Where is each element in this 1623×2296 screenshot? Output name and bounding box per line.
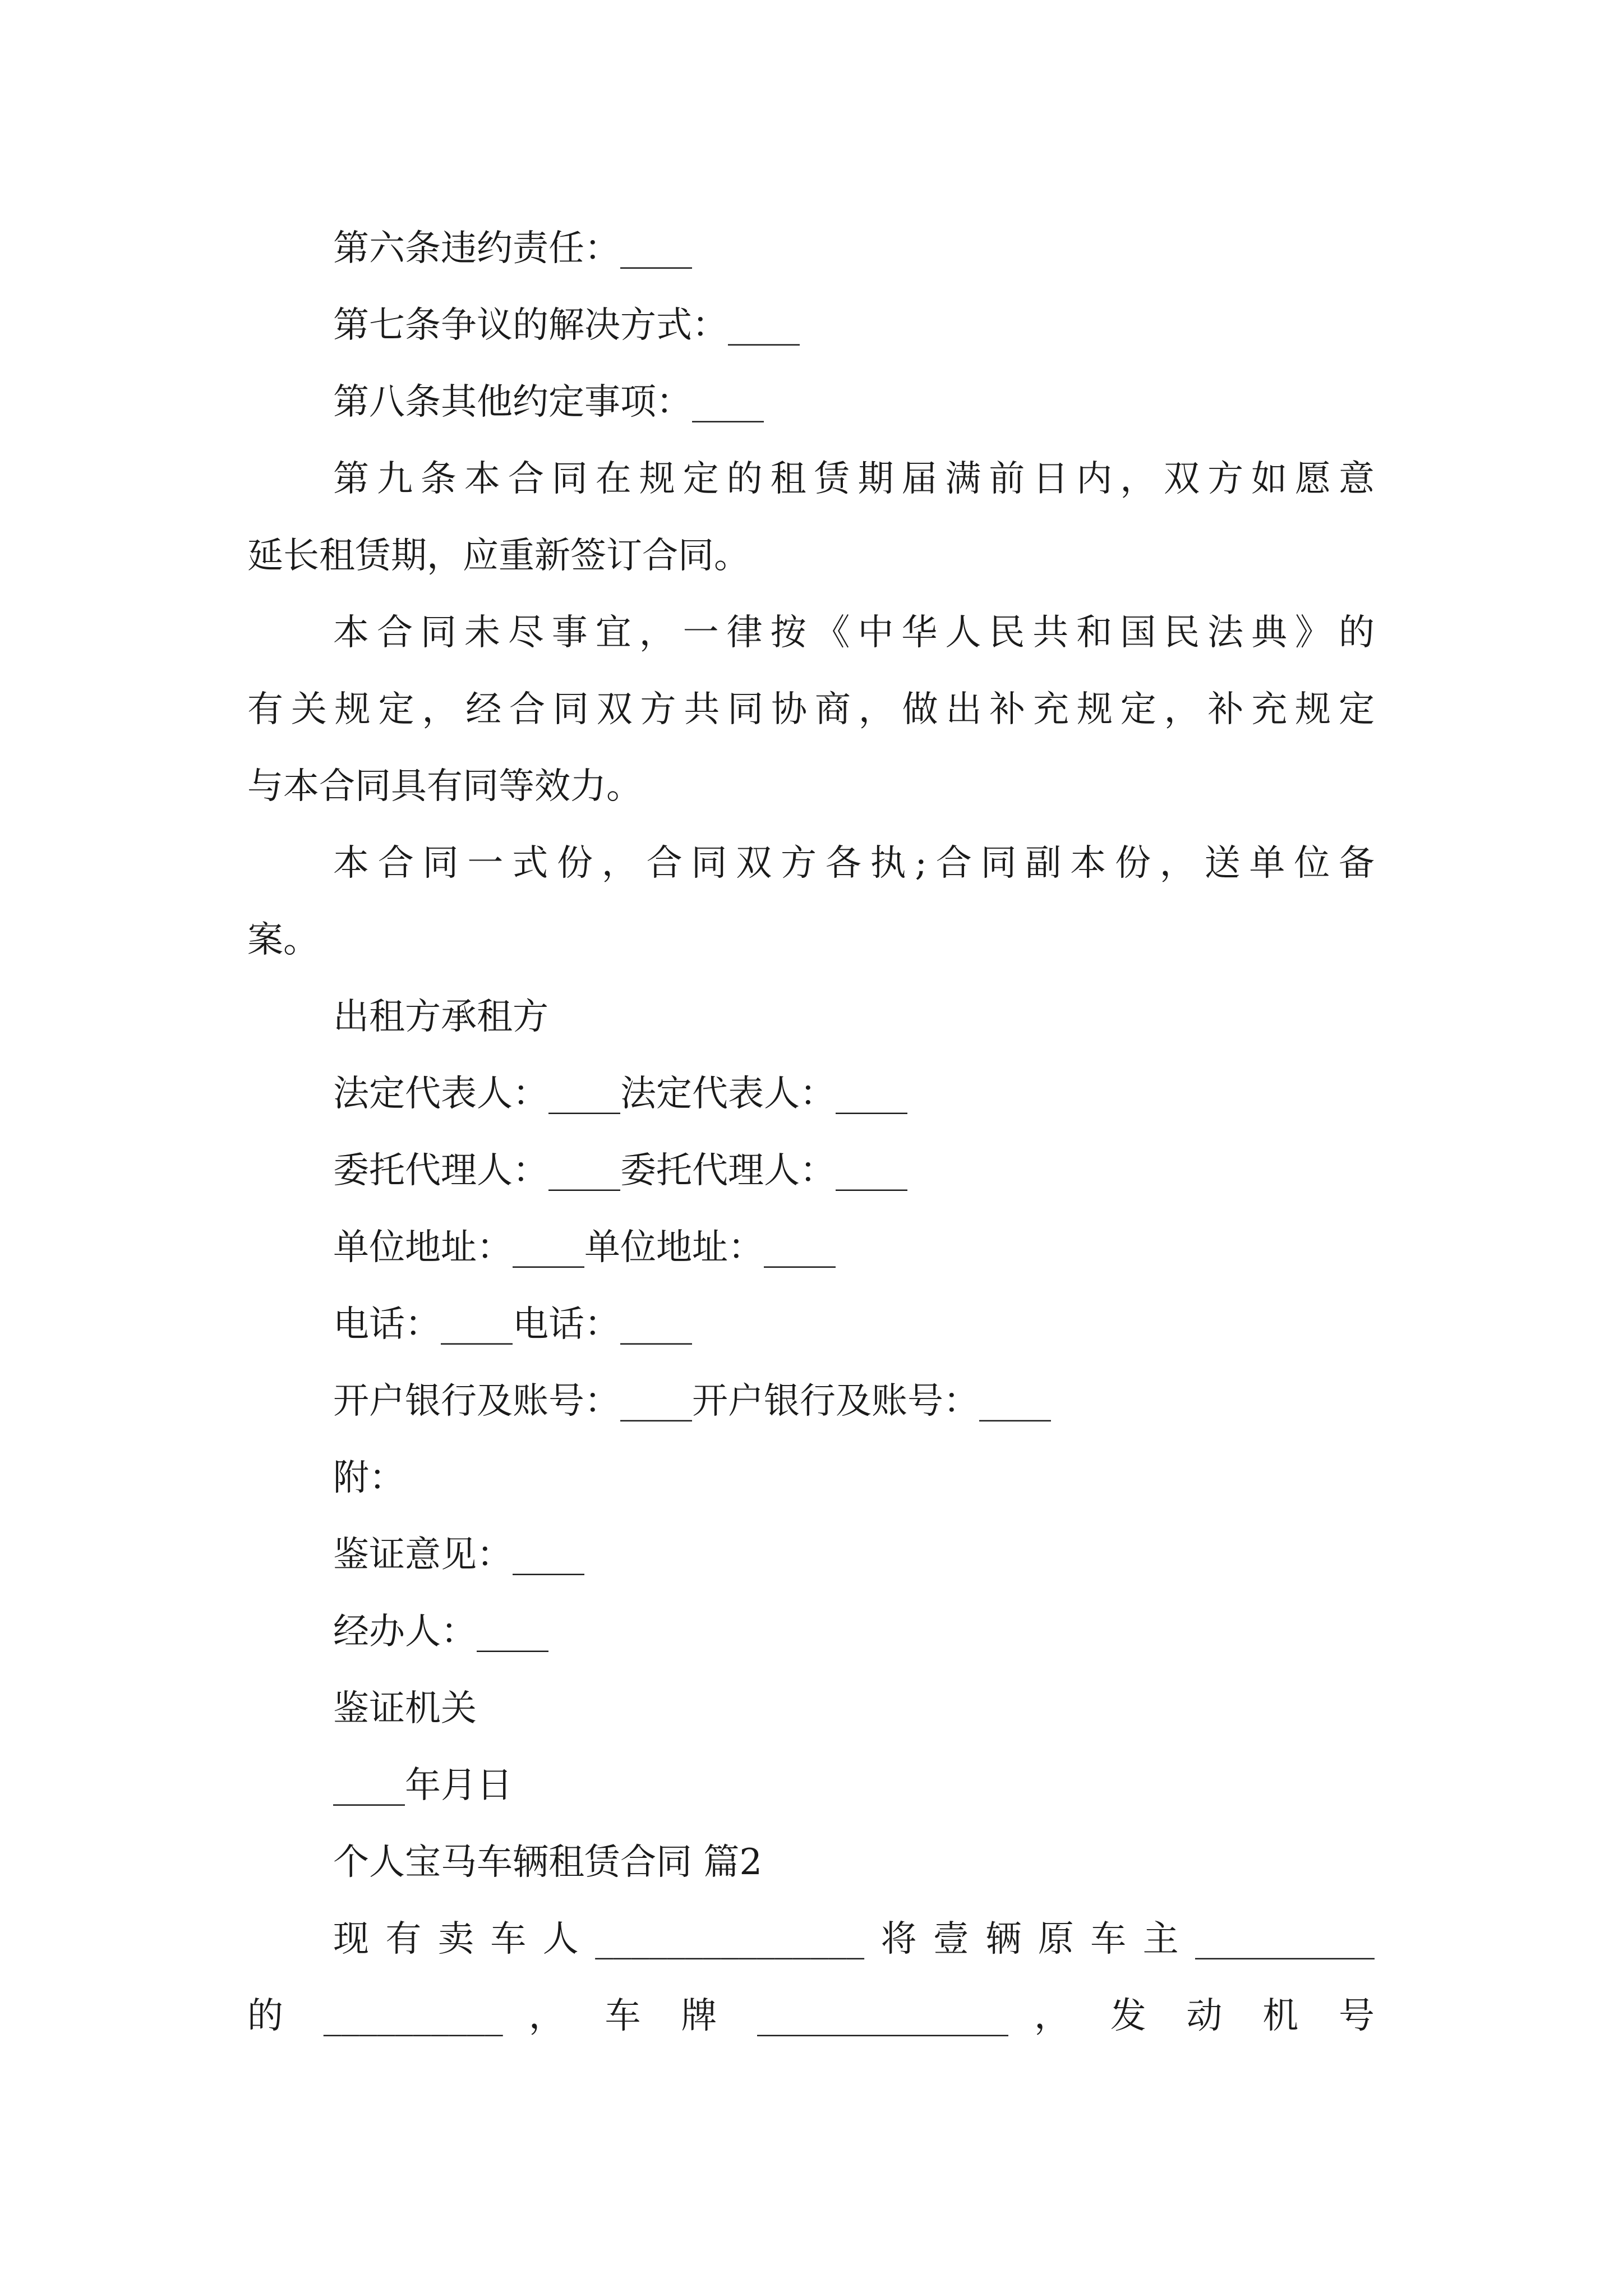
clause-9-line-1: 第九条本合同在规定的租赁期届满前日内，双方如愿意	[333, 458, 1375, 500]
supplement-paragraph-line-3: 与本合同具有同等效力。	[247, 766, 642, 807]
document-body	[247, 210, 1375, 2055]
sale-paragraph-line-2: 的 __________ ， 车 牌 ______________ ， 发 动 机 号	[247, 1995, 1375, 2037]
clause-9-line-2: 延长租赁期，应重新签订合同。	[247, 535, 750, 577]
handler-row: 经办人：____	[333, 1611, 548, 1653]
section-title-part-2: 个人宝马车辆租赁合同 篇2	[333, 1842, 763, 1883]
supplement-paragraph-line-2: 有关规定，经合同双方共同协商，做出补充规定，补充规定	[247, 689, 1375, 730]
copies-paragraph-line-1: 本合同一式份，合同双方各执;合同副本份，送单位备	[333, 843, 1375, 884]
sale-paragraph-line-1: 现有卖车人_______________将壹辆原车主__________	[333, 1918, 1375, 1960]
legal-representative-row: 法定代表人：____法定代表人：____	[333, 1073, 907, 1115]
verification-opinion-row: 鉴证意见：____	[333, 1534, 584, 1576]
clause-7-dispute-resolution: 第七条争议的解决方式：____	[333, 305, 800, 346]
verification-authority: 鉴证机关	[333, 1688, 477, 1729]
date-row: ____年月日	[333, 1765, 513, 1806]
supplement-paragraph-line-1: 本合同未尽事宜，一律按《中华人民共和国民法典》的	[333, 612, 1375, 654]
address-row: 单位地址：____单位地址：____	[333, 1227, 836, 1268]
parties-heading: 出租方承租方	[333, 996, 548, 1038]
clause-6-breach-liability: 第六条违约责任：____	[333, 228, 692, 269]
authorized-agent-row: 委托代理人：____委托代理人：____	[333, 1150, 907, 1191]
copies-paragraph-line-2: 案。	[247, 919, 319, 961]
phone-row: 电话：____电话：____	[333, 1304, 692, 1345]
bank-account-row: 开户银行及账号：____开户银行及账号：____	[333, 1381, 1051, 1422]
clause-8-other-matters: 第八条其他约定事项：____	[333, 381, 764, 423]
appendix-label: 附：	[333, 1457, 405, 1499]
